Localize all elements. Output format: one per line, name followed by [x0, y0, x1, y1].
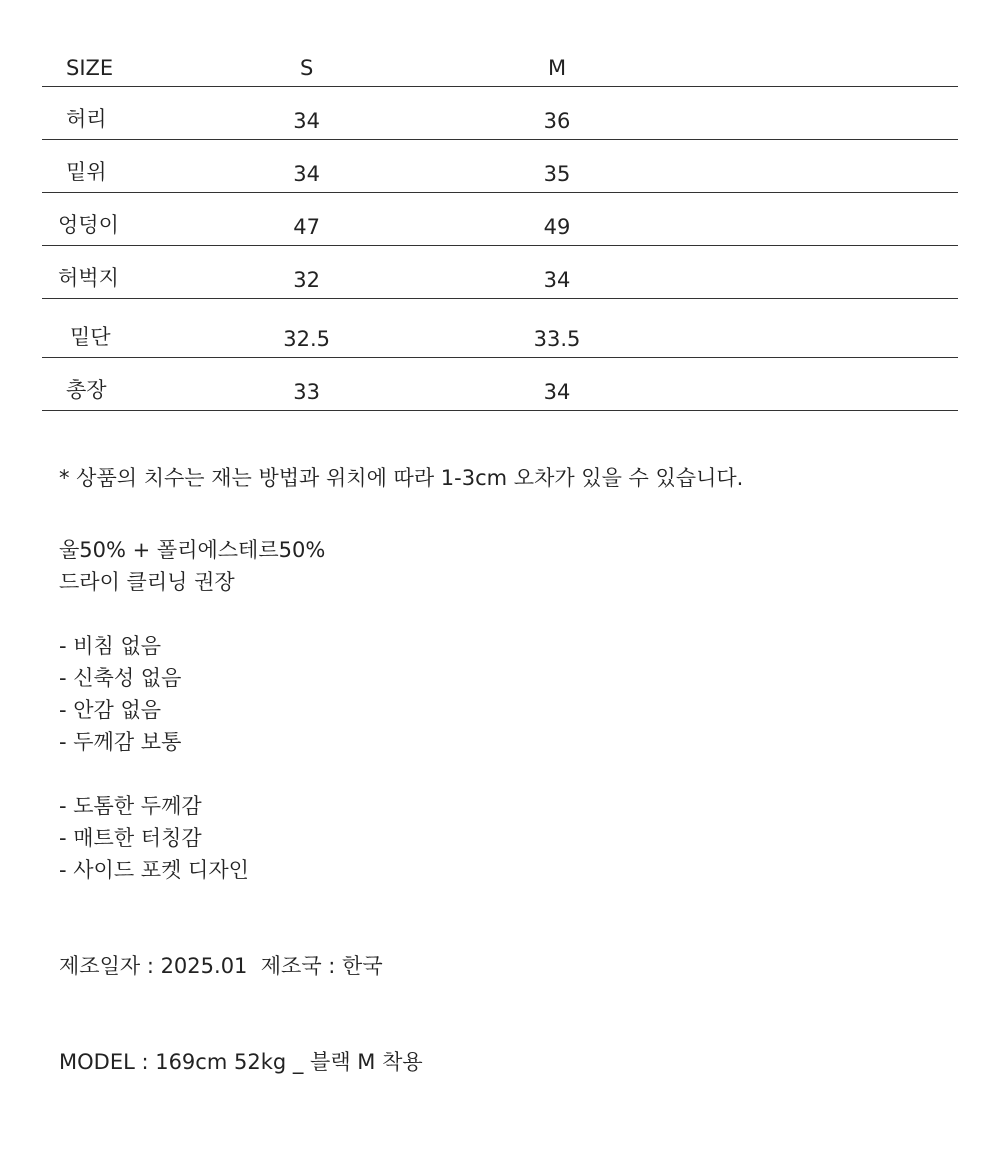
row-value-m: 34	[426, 246, 688, 299]
row-value-s: 32.5	[187, 299, 426, 358]
row-label: 허벅지	[42, 246, 187, 299]
table-row-thigh	[42, 246, 958, 299]
table-row-rise	[42, 140, 958, 193]
feature-item: - 사이드 포켓 디자인	[59, 858, 249, 882]
header-spacer	[688, 40, 958, 87]
row-label: 밑단	[42, 299, 187, 358]
feature-item: - 매트한 터칭감	[59, 826, 202, 850]
table-row-waist	[42, 87, 958, 140]
property-item: - 비침 없음	[59, 634, 162, 658]
row-spacer	[688, 358, 958, 411]
size-table-header	[42, 40, 958, 87]
property-item: - 안감 없음	[59, 698, 162, 722]
header-size: SIZE	[42, 40, 187, 87]
row-value-s: 34	[187, 87, 426, 140]
row-value-m: 35	[426, 140, 688, 193]
row-spacer	[688, 246, 958, 299]
row-value-s: 33	[187, 358, 426, 411]
row-label: 엉덩이	[42, 193, 187, 246]
row-value-m: 36	[426, 87, 688, 140]
model-info: MODEL : 169cm 52kg _ 블랙 M 착용	[59, 1050, 423, 1074]
row-spacer	[688, 193, 958, 246]
product-notes	[59, 462, 959, 1078]
measurement-disclaimer: * 상품의 치수는 재는 방법과 위치에 따라 1-3cm 오차가 있을 수 있습니다.	[59, 466, 744, 490]
row-value-s: 32	[187, 246, 426, 299]
row-value-s: 34	[187, 140, 426, 193]
feature-item: - 도톰한 두께감	[59, 794, 202, 818]
row-spacer	[688, 87, 958, 140]
row-spacer	[688, 299, 958, 358]
care-instruction: 드라이 클리닝 권장	[59, 570, 235, 594]
table-row-length	[42, 358, 958, 411]
row-value-m: 33.5	[426, 299, 688, 358]
header-s: S	[187, 40, 426, 87]
row-value-m: 49	[426, 193, 688, 246]
header-m: M	[426, 40, 688, 87]
row-label: 허리	[42, 87, 187, 140]
property-item: - 두께감 보통	[59, 730, 182, 754]
table-row-hem	[42, 299, 958, 358]
manufacture-info: 제조일자 : 2025.01 제조국 : 한국	[59, 954, 383, 978]
row-spacer	[688, 140, 958, 193]
table-row-hip	[42, 193, 958, 246]
material-composition: 울50% + 폴리에스테르50%	[59, 538, 326, 562]
size-table	[42, 40, 958, 411]
row-value-m: 34	[426, 358, 688, 411]
property-item: - 신축성 없음	[59, 666, 182, 690]
row-value-s: 47	[187, 193, 426, 246]
row-label: 총장	[42, 358, 187, 411]
row-label: 밑위	[42, 140, 187, 193]
